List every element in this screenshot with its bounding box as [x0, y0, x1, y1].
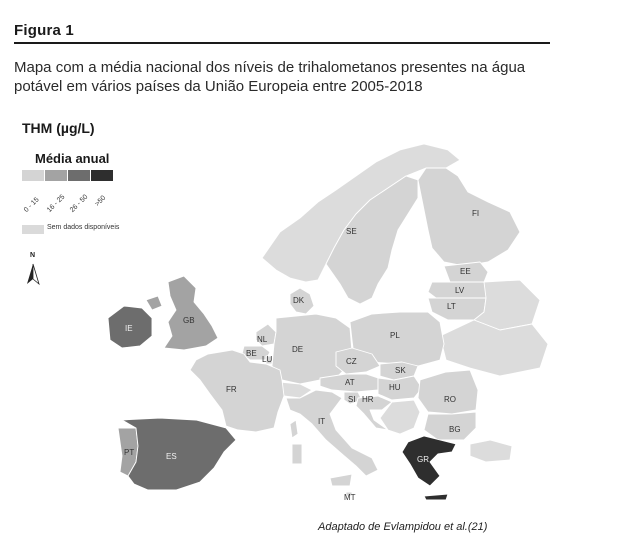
- country-code-label: PT: [124, 448, 135, 457]
- country-UA: [440, 320, 548, 376]
- country-GR: [402, 436, 456, 486]
- country-code-label: BG: [449, 425, 461, 434]
- legend-tick-label: 0 - 15: [23, 196, 41, 214]
- country-code-label: GR: [417, 455, 429, 464]
- country-GB: [164, 276, 218, 350]
- country-code-label: LV: [455, 286, 465, 295]
- country-code-label: SK: [395, 366, 406, 375]
- country-RO: [418, 370, 478, 414]
- country-code-label: LU: [262, 355, 273, 364]
- country-FI: [418, 168, 520, 266]
- country-DE: [272, 314, 352, 384]
- country-IT-sardinia: [292, 444, 302, 464]
- country-LT: [428, 298, 486, 320]
- country-GB-ni: [146, 296, 162, 310]
- country-code-label: MT: [344, 493, 356, 502]
- legend-tick-label: >50: [94, 194, 108, 208]
- country-code-label: BE: [246, 349, 257, 358]
- country-code-label: DE: [292, 345, 304, 354]
- country-code-label: HR: [362, 395, 374, 404]
- source-credit: Adaptado de Evlampidou et al.(21): [318, 521, 488, 533]
- country-code-label: IE: [125, 324, 133, 333]
- legend-tick-label: 16 - 25: [46, 193, 67, 214]
- country-code-label: ES: [166, 452, 177, 461]
- north-arrow-label: N: [30, 252, 36, 259]
- country-code-label: AT: [345, 378, 355, 387]
- country-code-label: FI: [472, 209, 480, 218]
- figure-caption: Mapa com a média nacional dos níveis de trihalometanos presentes na água potável em vários países da União Europeia entre 2005-2018: [14, 59, 526, 95]
- country-code-label: SI: [348, 395, 356, 404]
- country-code-label: IT: [318, 417, 326, 426]
- north-arrow-icon: [27, 264, 39, 284]
- unit-label: THM (µg/L): [22, 120, 95, 136]
- country-code-label: SE: [346, 227, 357, 236]
- legend-tick-label: 26 - 50: [69, 193, 90, 214]
- country-code-label: HU: [389, 383, 401, 392]
- country-code-label: LT: [447, 302, 456, 311]
- country-code-label: NL: [257, 335, 268, 344]
- country-FR-corsica: [290, 420, 298, 438]
- country-code-label: DK: [293, 296, 305, 305]
- figure-label: Figura 1: [14, 22, 74, 39]
- country-code-label: PL: [390, 331, 400, 340]
- country-code-label: RO: [444, 395, 456, 404]
- legend-no-data-label: Sem dados disponíveis: [47, 224, 120, 231]
- legend-title: Média anual: [35, 151, 110, 166]
- country-IT-sicily: [330, 474, 352, 486]
- country-TR: [470, 440, 512, 462]
- country-code-label: CZ: [346, 357, 357, 366]
- country-code-label: GB: [183, 316, 195, 325]
- country-code-label: FR: [226, 385, 237, 394]
- country-ES: [122, 418, 236, 490]
- country-GR-crete: [424, 494, 448, 500]
- country-code-label: EE: [460, 267, 471, 276]
